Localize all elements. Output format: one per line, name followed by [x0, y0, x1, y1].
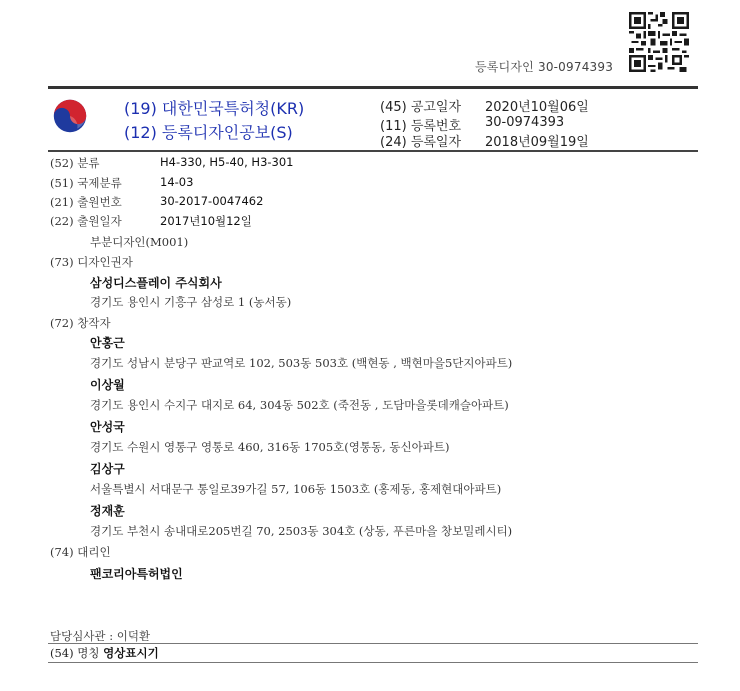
office-name-line2: (12) 등록디자인공보(S) — [124, 123, 293, 142]
creator-address: 경기도 부천시 송내대로205번길 70, 2503동 304호 (상동, 푸른마을 창보밀레시티) — [90, 524, 513, 538]
design-title — [50, 645, 159, 661]
title-top-rule — [48, 643, 698, 644]
creator-name: 안홍근 — [90, 336, 125, 350]
creator-name: 이상월 — [90, 378, 125, 392]
creator-name: 김상구 — [90, 462, 125, 476]
application-number-value: 30-2017-0047462 — [160, 194, 264, 208]
classification-label: (52) 분류 — [50, 156, 100, 170]
application-date-label: (22) 출원일자 — [50, 214, 122, 228]
design-title-label: (54) 명칭 — [50, 646, 100, 660]
right-holder-label: (73) 디자인권자 — [50, 255, 133, 269]
registration-date-value: 2018년09월19일 — [485, 135, 589, 150]
agent-label: (74) 대리인 — [50, 545, 111, 559]
creator-address: 경기도 성남시 분당구 판교역로 102, 503동 503호 (백현동 , 백현마을5단지아파트) — [90, 356, 513, 370]
creator-address: 경기도 수원시 영통구 영통로 460, 316동 1705호(영통동, 동신아파트) — [90, 440, 450, 454]
intl-classification-value: 14-03 — [160, 175, 194, 189]
taegeuk-emblem-icon — [52, 98, 88, 134]
registration-number-label: (11) 등록번호 — [380, 119, 462, 134]
qr-code — [629, 12, 689, 72]
right-holder-address: 경기도 용인시 기흥구 삼성로 1 (농서동) — [90, 295, 292, 309]
agent-name: 팬코리아특허법인 — [90, 567, 183, 581]
design-title-value: 영상표시기 — [103, 646, 159, 660]
application-date-value: 2017년10월12일 — [160, 214, 252, 228]
registration-number-value: 30-0974393 — [485, 115, 565, 130]
application-number-label: (21) 출원번호 — [50, 195, 122, 209]
intl-classification-label: (51) 국제분류 — [50, 176, 122, 190]
document-id-label: 등록디자인 — [475, 60, 534, 74]
header-top-rule — [48, 86, 698, 89]
partial-design-note: 부분디자인(M001) — [90, 235, 189, 249]
publication-date-label: (45) 공고일자 — [380, 100, 462, 115]
examiner: 담당심사관 : 이덕환 — [50, 629, 151, 643]
creators-label: (72) 창작자 — [50, 316, 111, 330]
creator-address: 서울특별시 서대문구 통일로39가길 57, 106동 1503호 (홍제동, 홍제현대아파트) — [90, 482, 502, 496]
publication-date-value: 2020년10월06일 — [485, 100, 589, 115]
header-bottom-rule — [48, 150, 698, 152]
title-bottom-rule — [48, 662, 698, 663]
creator-name: 안성국 — [90, 420, 125, 434]
classification-value: H4-330, H5-40, H3-301 — [160, 155, 294, 169]
document-id — [475, 58, 613, 75]
right-holder-name: 삼성디스플레이 주식회사 — [90, 276, 222, 290]
creator-name: 정재훈 — [90, 504, 125, 518]
document-id-number: 30-0974393 — [537, 60, 614, 74]
creator-address: 경기도 용인시 수지구 대지로 64, 304동 502호 (죽전동 , 도담마을롯데캐슬아파트) — [90, 398, 509, 412]
registration-date-label: (24) 등록일자 — [380, 135, 462, 150]
office-name-line1: (19) 대한민국특허청(KR) — [124, 99, 305, 118]
